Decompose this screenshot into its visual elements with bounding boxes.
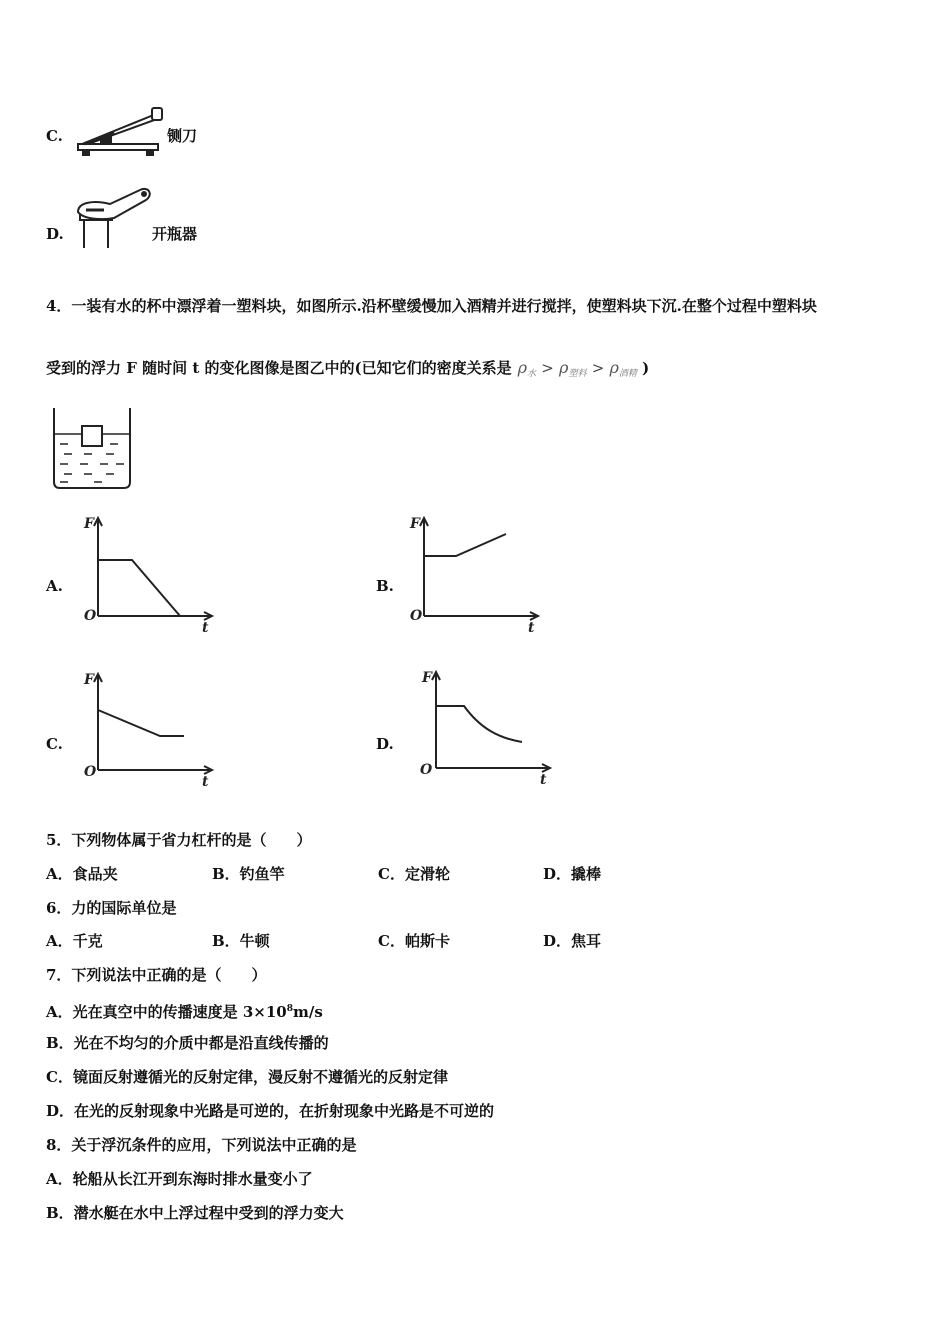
graph-b-origin: O [410, 608, 423, 624]
guillotine-cutter-image [74, 104, 166, 162]
close-paren: ) [642, 359, 650, 377]
q6-option-c: C．帕斯卡 [378, 932, 450, 950]
graph-b [406, 512, 546, 636]
q8-option-b: B．潜水艇在水中上浮过程中受到的浮力变大 [46, 1204, 344, 1222]
graph-d-axis-f: F [422, 670, 432, 686]
rho-water: $\rho_水$ [517, 358, 536, 379]
rho-alcohol: $\rho_{酒精}$ [609, 358, 637, 379]
graph-c [80, 668, 220, 792]
q6-option-b: B．牛顿 [212, 932, 270, 950]
q5-option-b: B．钓鱼竿 [212, 865, 285, 883]
q5-stem: 5．下列物体属于省力杠杆的是（ ） [46, 831, 312, 849]
q6-stem: 6．力的国际单位是 [46, 899, 177, 917]
graph-b-axis-t: t [528, 620, 535, 636]
q3-option-c-text: 铡刀 [167, 127, 198, 145]
graph-a-axis-t: t [202, 620, 209, 636]
q7-option-a: A．光在真空中的传播速度是 $3\times 10^8m/s$ [46, 1003, 323, 1021]
q6-option-a: A．千克 [46, 932, 103, 950]
beaker-figure [50, 406, 134, 492]
q3-option-d-text: 开瓶器 [152, 225, 198, 243]
graph-c-axis-t: t [202, 774, 209, 790]
graph-a-origin: O [84, 608, 97, 624]
graph-c-origin: O [84, 764, 97, 780]
graph-d-origin: O [420, 762, 433, 778]
graph-a-axis-f: F [84, 516, 94, 532]
graph-c-axis-f: F [84, 672, 94, 688]
q4-stem-line1: 4．一装有水的杯中漂浮着一塑料块，如图所示.沿杯壁缓慢加入酒精并进行搅拌，使塑料块下沉.在整个过程中塑料块 [46, 297, 817, 315]
q4-option-a-label: A. [46, 577, 63, 595]
gt-sign-2: > [591, 359, 605, 377]
q4-option-b-label: B. [376, 577, 394, 595]
q4-option-d-label: D. [376, 735, 394, 753]
q8-stem: 8．关于浮沉条件的应用，下列说法中正确的是 [46, 1136, 357, 1154]
q6-option-d: D．焦耳 [543, 932, 602, 950]
q4-option-c-label: C. [46, 735, 63, 753]
q5-option-c: C．定滑轮 [378, 865, 450, 883]
q3-option-c-letter: C. [46, 127, 63, 145]
q5-option-d: D．撬棒 [543, 865, 602, 883]
gt-sign-1: > [541, 359, 554, 377]
q7-option-b: B．光在不均匀的介质中都是沿直线传播的 [46, 1034, 329, 1052]
graph-d-axis-t: t [540, 772, 547, 788]
q7-option-d: D．在光的反射现象中光路是可逆的，在折射现象中光路是不可逆的 [46, 1102, 495, 1120]
graph-d [418, 666, 558, 792]
q8-option-a: A．轮船从长江开到东海时排水量变小了 [46, 1170, 313, 1188]
q5-option-a: A．食品夹 [46, 865, 118, 883]
rho-plastic: $\rho_{塑料}$ [559, 358, 587, 379]
q4-stem-line2-text: 受到的浮力 F 随时间 t 的变化图像是图乙中的(已知它们的密度关系是 [46, 359, 512, 377]
q7-stem: 7．下列说法中正确的是（ ） [46, 966, 267, 984]
bottle-opener-image [74, 184, 154, 250]
graph-a [80, 512, 220, 636]
q4-stem-line2 [46, 358, 649, 384]
graph-b-axis-f: F [410, 516, 420, 532]
q7-option-c: C．镜面反射遵循光的反射定律，漫反射不遵循光的反射定律 [46, 1068, 448, 1086]
q3-option-d-letter: D. [46, 225, 64, 243]
